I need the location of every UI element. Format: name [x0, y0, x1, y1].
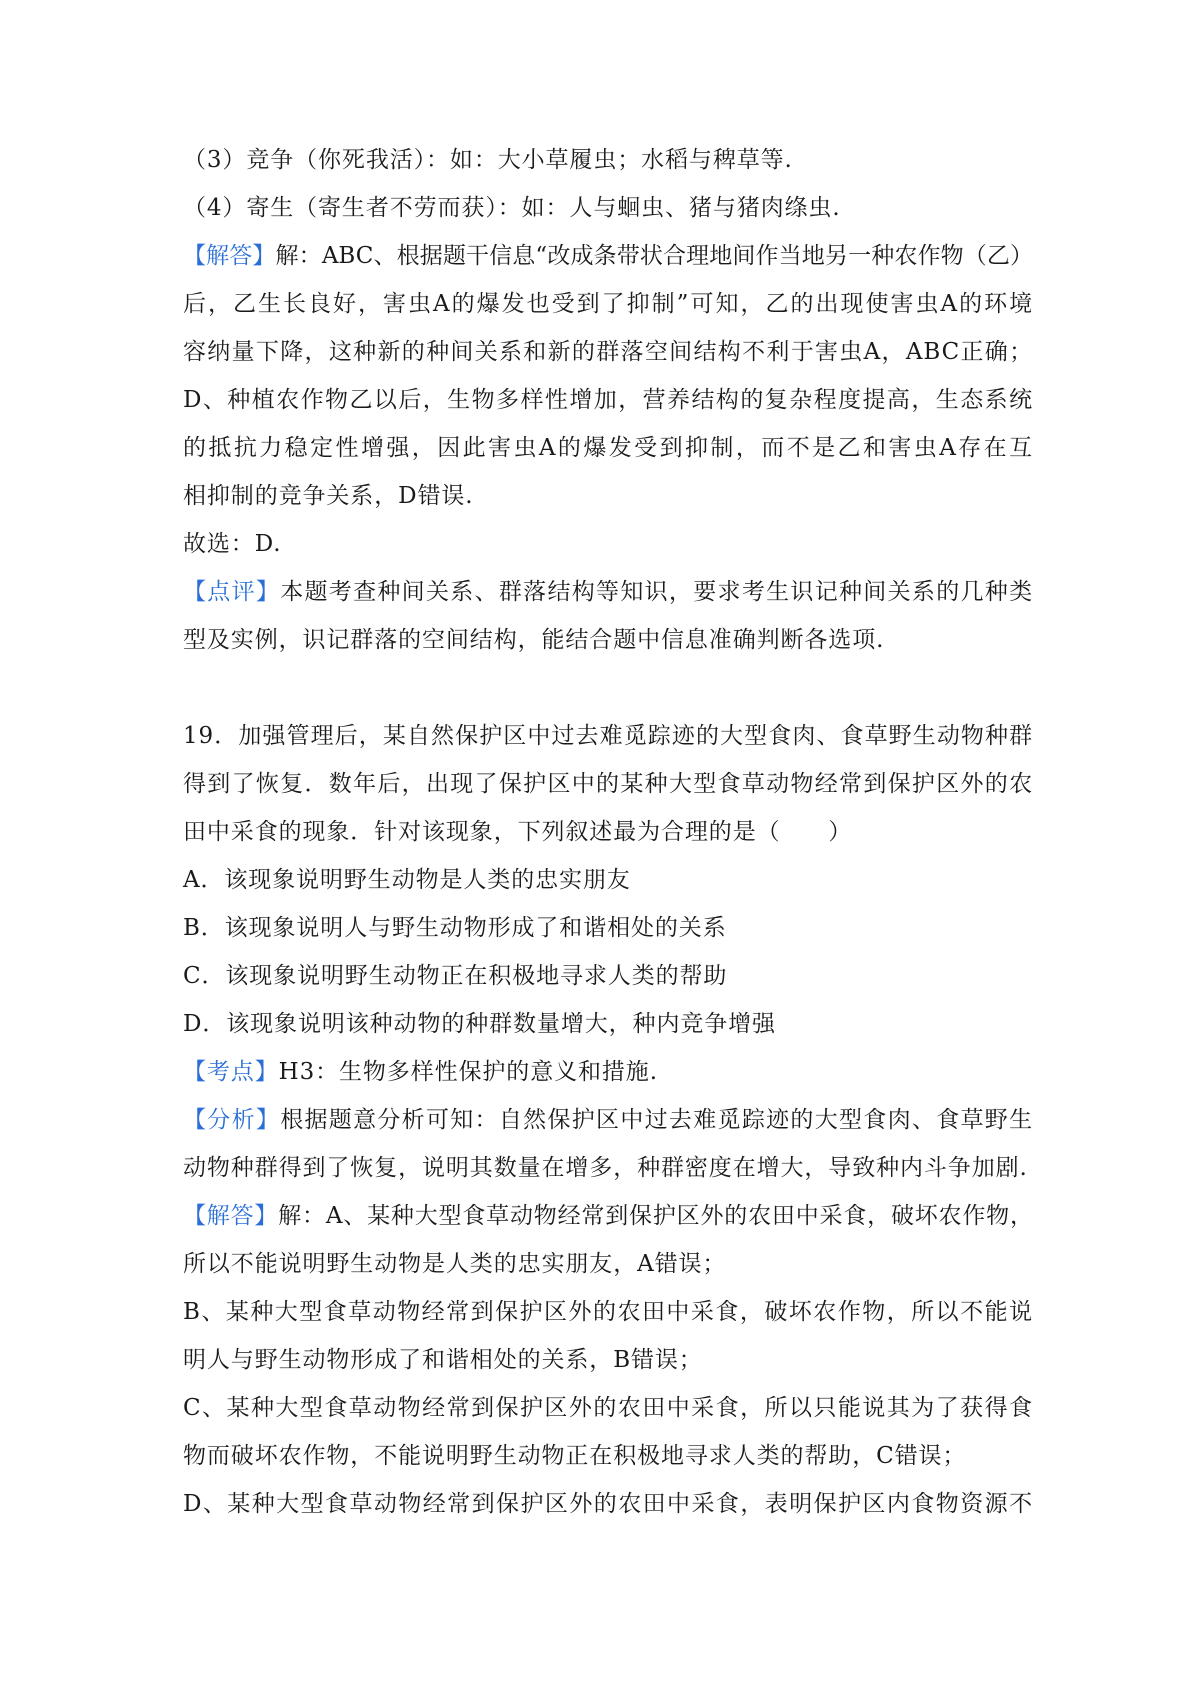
- jieda-line: B、某种大型食草动物经常到保护区外的农田中采食，破坏农作物，所以不能说: [183, 1299, 1033, 1325]
- prev-analysis-line: （3）竞争（你死我活）：如：大小草履虫；水稻与稗草等.: [183, 147, 793, 173]
- jieda-line: 物而破坏农作物，不能说明野生动物正在积极地寻求人类的帮助，C错误；: [183, 1443, 967, 1469]
- jieda-line: 【解答】解：A、某种大型食草动物经常到保护区外的农田中采食，破坏农作物，: [183, 1203, 1033, 1229]
- jieda-line: D、某种大型食草动物经常到保护区外的农田中采食，表明保护区内食物资源不: [183, 1491, 1033, 1517]
- prev-answer-line: 相抑制的竞争关系，D错误.: [183, 483, 474, 509]
- prev-analysis-line: （4）寄生（寄生者不劳而获）：如：人与蛔虫、猪与猪肉绦虫.: [183, 195, 841, 221]
- answer-tag: 【解答】: [183, 243, 276, 269]
- prev-answer-line: 【解答】解：ABC、根据题干信息“改成条带状合理地间作当地另一种农作物（乙）: [183, 243, 1034, 269]
- prev-answer-conclusion: 故选：D.: [183, 531, 282, 557]
- prev-comment-line: 型及实例，识记群落的空间结构，能结合题中信息准确判断各选项.: [183, 627, 885, 653]
- prev-comment-line: 【点评】本题考查种间关系、群落结构等知识，要求考生识记种间关系的几种类: [183, 579, 1033, 605]
- prev-answer-line: 后，乙生长良好，害虫A的爆发也受到了抑制”可知，乙的出现使害虫A的环境: [183, 291, 1033, 317]
- option-b: B．该现象说明人与野生动物形成了和谐相处的关系: [183, 915, 727, 941]
- jieda-line: 明人与野生动物形成了和谐相处的关系，B错误；: [183, 1347, 703, 1373]
- question-stem-line: 田中采食的现象．针对该现象，下列叙述最为合理的是（ ）: [183, 819, 853, 845]
- prev-answer-line: 的抵抗力稳定性增强，因此害虫A的爆发受到抑制，而不是乙和害虫A存在互: [183, 435, 1033, 461]
- question-stem-line: 19．加强管理后，某自然保护区中过去难觅踪迹的大型食肉、食草野生动物种群: [183, 723, 1033, 749]
- kaodian-tag: 【考点】: [183, 1059, 279, 1085]
- fenxi-tag: 【分析】: [183, 1107, 281, 1133]
- jieda-tag: 【解答】: [183, 1203, 279, 1229]
- option-d: D．该现象说明该种动物的种群数量增大，种内竞争增强: [183, 1011, 776, 1037]
- option-a: A．该现象说明野生动物是人类的忠实朋友: [183, 867, 631, 893]
- document-page: [183, 148, 1033, 1540]
- question-stem-line: 得到了恢复．数年后，出现了保护区中的某种大型食草动物经常到保护区外的农: [183, 771, 1033, 797]
- jieda-line: 所以不能说明野生动物是人类的忠实朋友，A错误；: [183, 1251, 727, 1277]
- jieda-line: C、某种大型食草动物经常到保护区外的农田中采食，所以只能说其为了获得食: [183, 1395, 1033, 1421]
- fenxi-line: 【分析】根据题意分析可知：自然保护区中过去难觅踪迹的大型食肉、食草野生: [183, 1107, 1033, 1133]
- comment-tag: 【点评】: [183, 579, 281, 605]
- section-gap: [183, 676, 1033, 724]
- fenxi-line: 动物种群得到了恢复，说明其数量在增多，种群密度在增大，导致种内斗争加剧.: [183, 1155, 1028, 1181]
- prev-answer-line: D、种植农作物乙以后，生物多样性增加，营养结构的复杂程度提高，生态系统: [183, 387, 1033, 413]
- prev-answer-line: 容纳量下降，这种新的种间关系和新的群落空间结构不利于害虫A，ABC正确；: [183, 339, 1033, 365]
- option-c: C．该现象说明野生动物正在积极地寻求人类的帮助: [183, 963, 728, 989]
- kaodian-line: 【考点】H3：生物多样性保护的意义和措施.: [183, 1059, 658, 1085]
